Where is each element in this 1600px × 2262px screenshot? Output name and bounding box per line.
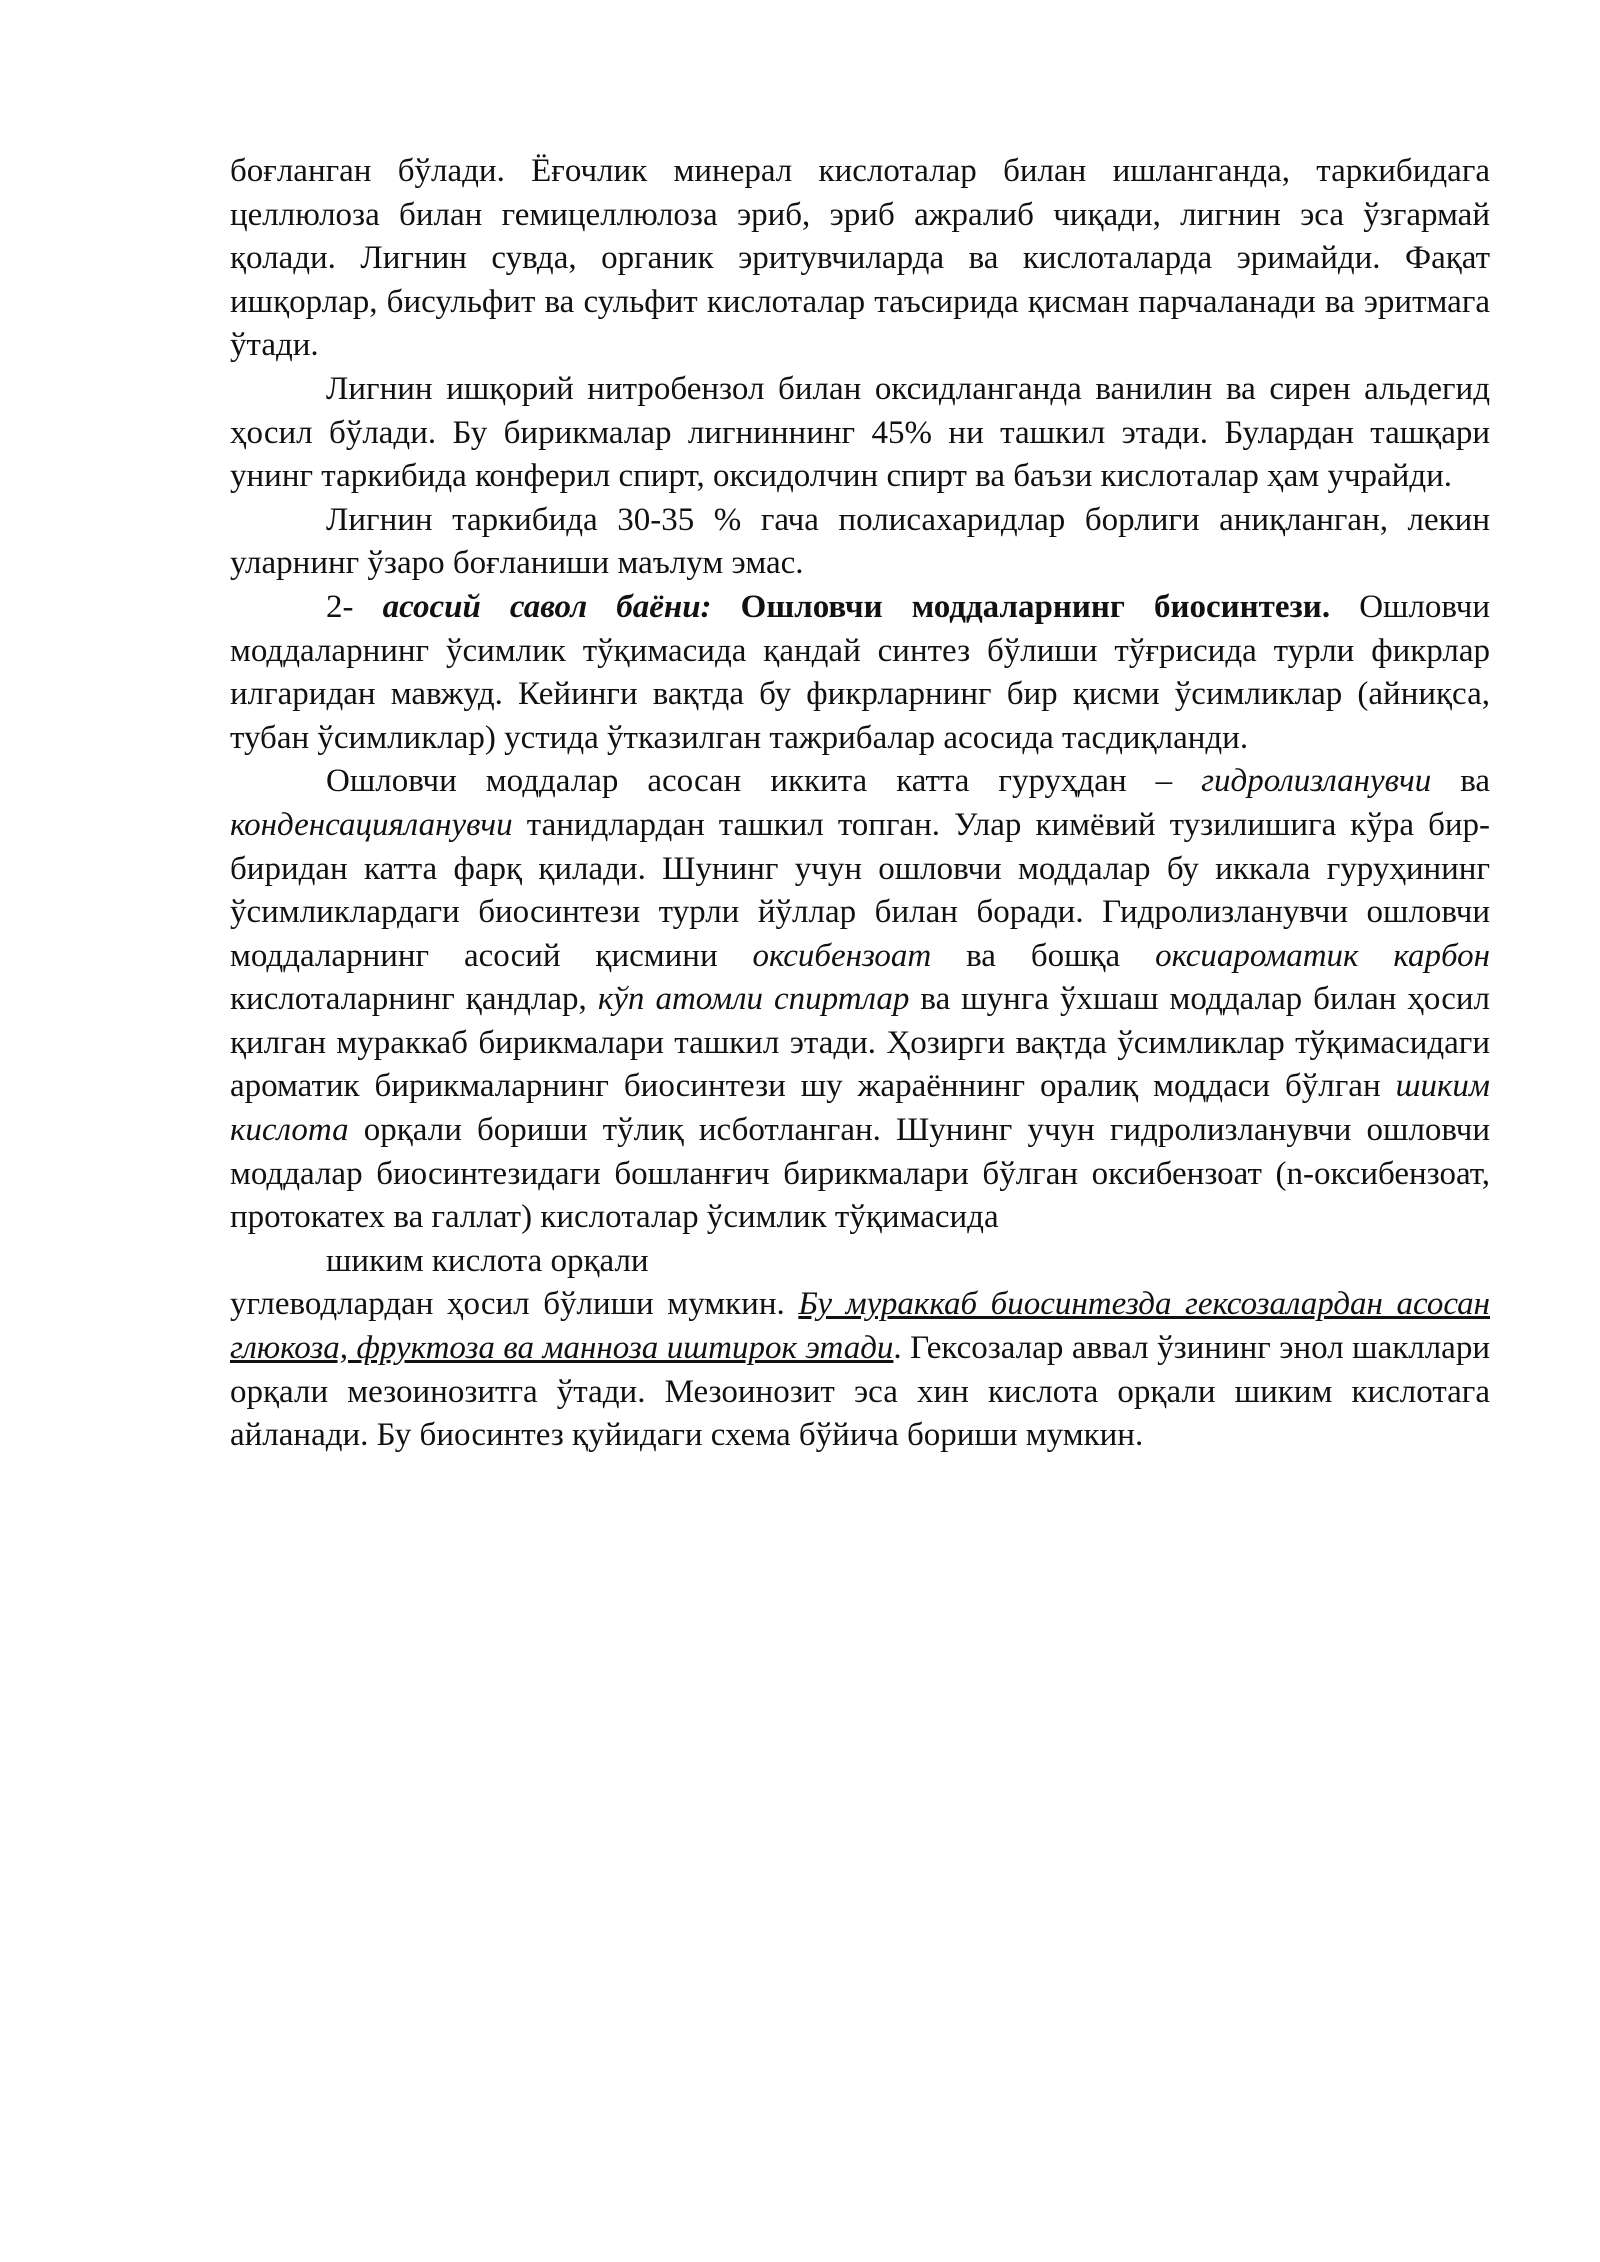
paragraph-lignin-polysaccharides: Лигнин таркибида 30-35 % гача полисахаридлар борлиги аниқланган, лекин уларнинг ўзаро боғланиши маълум эмас. bbox=[230, 501, 1490, 582]
text-run: танидлардан ташкил топган. Улар кимёвий тузилишига кўра бир-биридан катта фарқ қилади. Шунинг учун ошловчи моддалар бу иккала гуруҳининг ўсимликлардаги биосинтези турли йўллар билан боради. Гидролизланувчи ошловчи моддаларнинг асосий қисмини bbox=[230, 806, 1491, 974]
text-run: Ошловчи моддалар асосан иккита катта гуруҳдан – bbox=[326, 763, 1173, 800]
underlined-statement: Бу мураккаб биосинтезда гексозалардан асосан глюкоза, фруктоза ва манноза иштирок этади bbox=[230, 1286, 1491, 1367]
document-page bbox=[230, 150, 1490, 1458]
paragraph-tannin-groups bbox=[230, 760, 1490, 1458]
text-run-short-line: шиким кислота орқали bbox=[326, 1242, 649, 1279]
section-number: 2- bbox=[326, 588, 354, 625]
text-run: ва бошқа bbox=[966, 937, 1121, 974]
term-oxyaromatic-carbon: оксиароматик карбон bbox=[1155, 937, 1491, 974]
text-run: ва шунга ўхшаш моддалар билан ҳосил қилган мураккаб бирикмалари ташкил этади. Ҳозирги вақтда ўсимликлар тўқимасидаги ароматик бирикмаларнинг биосинтези шу жараённинг оралиқ моддаси бўлган bbox=[230, 981, 1491, 1105]
term-polyhydric-alcohols: кўп атомли спиртлар bbox=[597, 981, 910, 1018]
text-run: . Гексозалар аввал ўзининг энол шакллари орқали мезоинозитга ўтади. Мезоинозит эса хин кислота орқали шиким кислотага айланади. Бу биосинтез қуйидаги схема бўйича бориши мумкин. bbox=[230, 1330, 1490, 1454]
text-run: кислоталарнинг қандлар, bbox=[230, 981, 587, 1018]
section-intro-text: Ошловчи моддаларнинг ўсимлик тўқимасида қандай синтез бўлиши тўғрисида турли фикрлар илгаридан мавжуд. Кейинги вақтда бу фикрларнинг бир қисми ўсимликлар (айниқса, тубан ўсимликлар) устида ўтказилган тажрибалар асосида тасдиқланди. bbox=[230, 588, 1490, 756]
section-heading: Ошловчи моддаларнинг биосинтези. bbox=[740, 588, 1331, 625]
term-hydrolyzable: гидролизланувчи bbox=[1201, 763, 1432, 800]
paragraph-tannin-biosynthesis-intro bbox=[230, 586, 1490, 760]
text-run: углеводлардан ҳосил бўлиши мумкин. bbox=[230, 1286, 785, 1323]
term-shikimic-acid: шиким кислота bbox=[230, 1068, 1490, 1149]
text-run: орқали бориши тўлиқ исботланган. Шунинг учун гидролизланувчи ошловчи моддалар биосинтезидаги бошланғич бирикмалари бўлган оксибензоат (n-оксибензоат, протокатех ва галлат) кислоталар ўсимлик тўқимасида bbox=[230, 1112, 1491, 1236]
term-oxybenzoate: оксибензоат bbox=[752, 937, 932, 974]
term-condensed: конденсацияланувчи bbox=[230, 806, 513, 843]
text-run: ва bbox=[1460, 763, 1491, 800]
paragraph-lignin-properties: боғланган бўлади. Ёғочлик минерал кислоталар билан ишланганда, таркибидага целлюлоза билан гемицеллюлоза эриб, эриб ажралиб чиқади, лигнин эса ўзгармай қолади. Лигнин сувда, органик эритувчиларда ва кислоталарда эримайди. Фақат ишқорлар, бисульфит ва сульфит кислоталар таъсирида қисман парчаланади ва эритмага ўтади. bbox=[230, 153, 1490, 364]
section-label: асосий савол баёни: bbox=[382, 588, 712, 625]
paragraph-lignin-oxidation: Лигнин ишқорий нитробензол билан оксидланганда ванилин ва сирен альдегид ҳосил бўлади. Бу бирикмалар лигниннинг 45% ни ташкил этади. Булардан ташқари унинг таркибида конферил спирт, оксидолчин спирт ва баъзи кислоталар ҳам учрайди. bbox=[230, 370, 1490, 495]
